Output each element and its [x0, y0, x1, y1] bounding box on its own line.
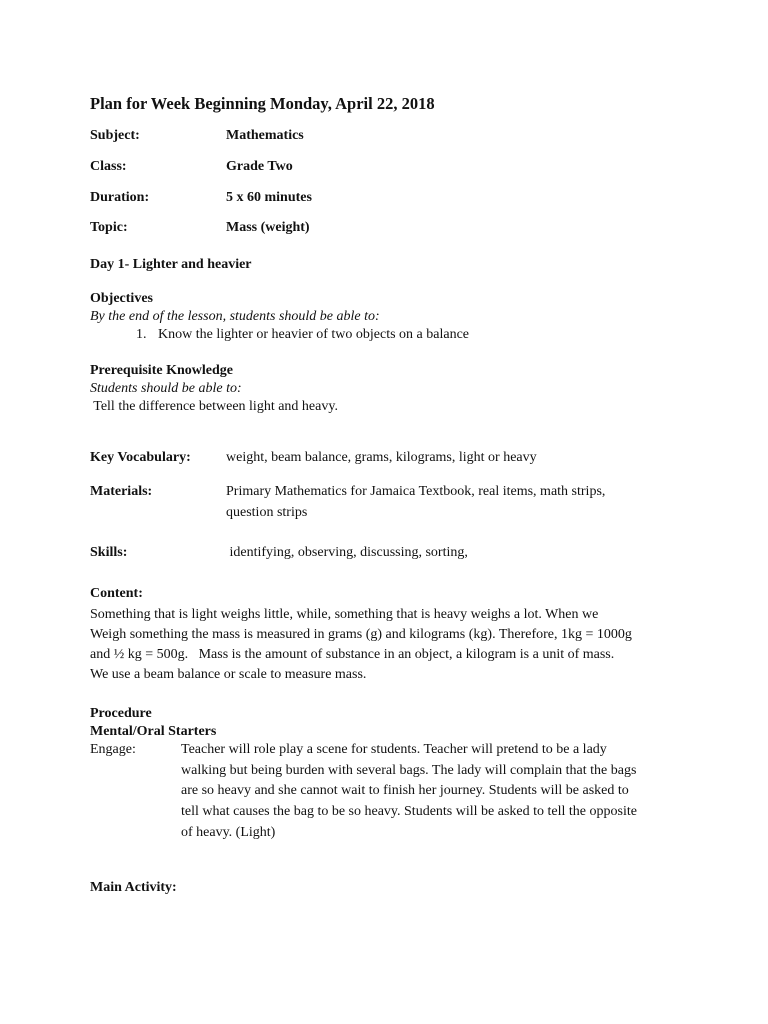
topic-value: Mass (weight) — [226, 220, 310, 235]
topic-label: Topic: — [90, 220, 128, 235]
duration-label: Duration: — [90, 190, 150, 205]
objectives-intro: By the end of the lesson, students should be able to: — [90, 309, 380, 324]
subject-label: Subject: — [90, 128, 140, 143]
objectives-heading: Objectives — [90, 291, 153, 306]
key-vocabulary-value: weight, beam balance, grams, kilograms, light or heavy — [226, 450, 537, 465]
objective-item: Know the lighter or heavier of two objects on a balance — [158, 327, 470, 342]
class-label: Class: — [90, 159, 127, 174]
content-line: We use a beam balance or scale to measure mass. — [90, 667, 367, 682]
subject-value: Mathematics — [226, 128, 304, 143]
page-title: Plan for Week Beginning Monday, April 22, 2018 — [90, 94, 435, 113]
engage-line: walking but being burden with several bags. The lady will complain that the bags — [181, 763, 637, 778]
prerequisite-text: Tell the difference between light and heavy. — [90, 399, 338, 414]
materials-value-line-2: question strips — [226, 505, 308, 520]
prerequisite-heading: Prerequisite Knowledge — [90, 363, 233, 378]
key-vocabulary-label: Key Vocabulary: — [90, 450, 191, 465]
mental-oral-starters-heading: Mental/Oral Starters — [90, 724, 217, 739]
engage-label: Engage: — [90, 742, 136, 757]
prerequisite-intro: Students should be able to: — [90, 381, 242, 396]
skills-value: identifying, observing, discussing, sorting, — [226, 545, 468, 560]
content-line: and ½ kg = 500g. Mass is the amount of substance in an object, a kilogram is a unit of mass. — [90, 647, 615, 662]
engage-line: Teacher will role play a scene for students. Teacher will pretend to be a lady — [181, 742, 607, 757]
content-line: Something that is light weighs little, while, something that is heavy weighs a lot. When we — [90, 607, 599, 622]
objective-number: 1. — [136, 327, 147, 342]
main-activity-heading: Main Activity: — [90, 880, 177, 895]
class-value: Grade Two — [226, 159, 293, 174]
engage-line: of heavy. (Light) — [181, 825, 276, 840]
engage-line: tell what causes the bag to be so heavy. Students will be asked to tell the opposite — [181, 804, 637, 819]
materials-value-line-1: Primary Mathematics for Jamaica Textbook, real items, math strips, — [226, 484, 606, 499]
content-line: Weigh something the mass is measured in grams (g) and kilograms (kg). Therefore, 1kg = 1000g — [90, 627, 632, 642]
skills-label: Skills: — [90, 545, 128, 560]
engage-line: are so heavy and she cannot wait to finish her journey. Students will be asked to — [181, 783, 629, 798]
content-heading: Content: — [90, 586, 143, 601]
materials-label: Materials: — [90, 484, 153, 499]
duration-value: 5 x 60 minutes — [226, 190, 312, 205]
procedure-heading: Procedure — [90, 706, 152, 721]
day-heading: Day 1- Lighter and heavier — [90, 257, 252, 272]
